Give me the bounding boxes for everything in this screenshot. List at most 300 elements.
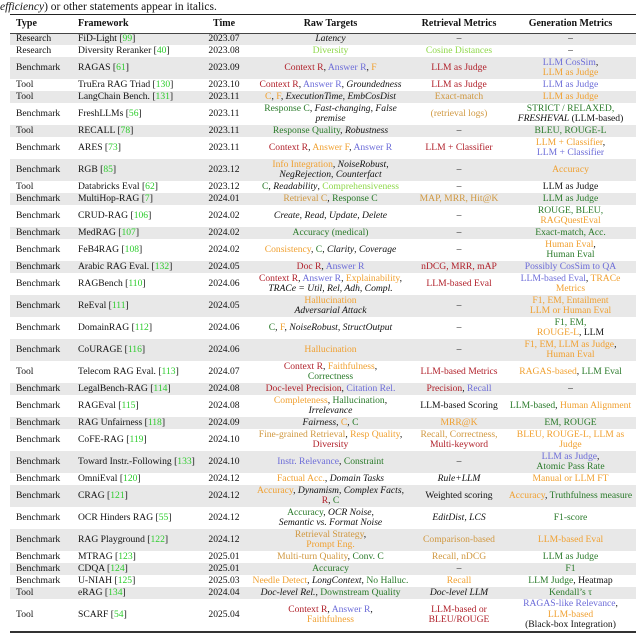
metric-term: (Black-box Integration) [525,619,616,631]
cell-line [250,384,411,395]
citation-link[interactable]: 110 [128,277,143,289]
metric-term: Conv. C [352,550,384,562]
citation-link[interactable]: 108 [124,243,140,255]
metric-term: F1, EM, [554,316,587,328]
metric-term: C [265,90,272,102]
metric-term: , [555,399,560,411]
citation-link[interactable]: 40 [156,44,167,56]
metric-term: Response Quality [272,124,341,136]
cell-line [507,148,634,159]
cell-line [250,262,411,273]
cell-type: Benchmark [16,455,61,467]
cell-type: Benchmark [16,209,61,221]
metric-term: Answer R [302,78,342,90]
metric-term: Doc-level Rel. [260,586,316,598]
cell-raw-targets [248,451,413,473]
cell-line [507,250,634,261]
metric-term: LLM-based Eval [537,533,604,545]
framework-name: RAG Playground [78,533,145,545]
metric-term: Correctness [307,371,354,383]
citation-link[interactable]: 113 [161,365,176,377]
citation-link[interactable]: 120 [123,472,138,484]
cell-retrieval-metrics [413,57,505,79]
citation-link[interactable]: 73 [108,141,118,153]
metric-term: C [268,321,276,333]
metric-term: , LLM [579,327,605,339]
cell-line [415,126,503,137]
table-row [10,45,636,57]
cell-line [415,165,503,176]
cell-line [415,552,503,563]
cell-retrieval-metrics [413,159,505,181]
metric-term: Resp Quality [350,428,400,440]
cell-time: 2023.11 [208,90,240,102]
metric-term: Atomic Pass Rate [536,461,605,473]
cell-line [507,34,634,45]
cell-time: 2024.12 [208,472,240,484]
cell-framework: RAGAS [61] [78,61,129,73]
metric-term: Retrieval Strategy [294,528,364,540]
cell-generation-metrics [505,317,636,339]
metric-term: LLM or Human Eval [529,305,612,317]
metric-term: – [568,44,573,56]
cell-time: 2024.12 [208,533,240,545]
citation-link[interactable]: 131 [155,90,170,102]
cell-raw-targets [248,125,413,137]
cell-time: 2023.08 [208,44,240,56]
metric-term: F1-score [553,511,588,523]
header-time: Time [212,18,236,29]
cell-generation-metrics [505,239,636,261]
citation-link[interactable]: 111 [111,299,126,311]
table-row [10,227,636,239]
cell-line [415,46,503,57]
cell-raw-targets [248,239,413,261]
metric-term: C [332,495,340,507]
cell-type: Tool [16,90,34,102]
metric-term: R [321,495,329,507]
cell-framework: MTRAG [123] [78,550,136,562]
metric-term: Doc-level LLM [429,586,489,598]
cell-line [507,350,634,361]
metric-term: , [338,484,344,496]
cell-raw-targets [248,429,413,451]
citation-link[interactable]: 78 [120,124,131,136]
framework-name: CRAG [78,489,105,501]
cell-raw-targets [248,91,413,103]
cell-generation-metrics [505,205,636,227]
cell-framework: TruEra RAG Triad [130] [78,78,174,90]
cell-line [250,588,411,599]
metric-term: Response C [332,192,378,204]
citation-link[interactable]: 55 [158,511,169,523]
cell-generation-metrics [505,599,636,632]
cell-raw-targets [248,273,413,295]
cell-framework: Databricks Eval [62] [78,180,158,192]
cell-generation-metrics [505,295,636,317]
cell-retrieval-metrics [413,485,505,507]
cell-retrieval-metrics [413,563,505,575]
metric-term: LLM Judge [528,574,574,586]
cell-framework: LangChain Bench. [131] [78,90,174,102]
cell-type: Tool [16,586,34,598]
citation-link[interactable]: 99 [122,33,133,45]
metric-term: Accuracy [312,562,349,574]
metric-term: , [615,598,618,610]
metric-term: , [328,495,333,507]
table-row [10,395,636,417]
cell-line [250,540,411,551]
cell-generation-metrics [505,33,636,45]
cell-line [250,170,411,181]
cell-line [507,68,634,79]
metric-term: (retrieval logs) [430,107,488,119]
metric-term: Exact-match [434,90,484,102]
cell-raw-targets [248,79,413,91]
citation-link[interactable]: 115 [121,399,136,411]
metric-term: Recall, Correctness, [420,428,498,440]
caption-italic-prefix: efficiency [0,1,45,13]
metric-term: Truthfulness measure [549,489,633,501]
table-row [10,103,636,125]
cell-line [507,384,634,395]
cell-line [415,211,503,222]
metric-term: , [345,428,351,440]
metric-term: LLM + Classifier [425,141,493,153]
metric-term: Weighted scoring [425,489,493,501]
table-row [10,79,636,91]
metric-term: Coverage [358,243,397,255]
metric-term: LLM-based Scoring [420,399,498,411]
citation-link[interactable]: 134 [108,586,123,598]
metric-term: Fine-grained Retrieval [258,428,346,440]
metric-term: MAP, MRR, Hit@K [419,192,499,204]
metric-term: , [323,360,328,372]
metric-term: Hallucination [332,394,385,406]
cell-line [250,211,411,222]
metric-term: Factual Acc. [276,472,325,484]
metric-term: – [456,226,462,238]
cell-time: 2024.10 [208,433,240,445]
metric-term: C [352,416,359,428]
cell-line [507,216,634,227]
cell-type: Benchmark [16,141,61,153]
cell-raw-targets [248,551,413,563]
metric-term: Human Eval [546,249,595,261]
cell-framework: CRAG [121] [78,489,128,501]
cell-generation-metrics [505,261,636,273]
table-row [10,205,636,227]
cell-time: 2024.06 [208,321,240,333]
citation-link[interactable]: 121 [110,489,125,501]
metric-term: Context R [283,360,324,372]
metric-term: Complex Facts [343,484,402,496]
metric-term: , [315,586,321,598]
framework-name: RGB [78,163,98,175]
cell-retrieval-metrics [413,239,505,261]
citation-link[interactable]: 132 [154,260,170,272]
metric-term: – [456,209,462,221]
cell-line [507,46,634,57]
metric-term: EM, ROUGE [544,416,597,428]
citation-link[interactable]: 107 [121,226,136,238]
table-row [10,239,636,261]
cell-retrieval-metrics [413,599,505,632]
cell-time: 2024.04 [208,586,240,598]
cell-time: 2024.12 [208,511,240,523]
citation-link[interactable]: 106 [133,209,149,221]
metric-term: , [363,528,367,540]
cell-retrieval-metrics [413,339,505,361]
metric-term: , [370,603,373,615]
cell-retrieval-metrics [413,261,505,273]
cell-raw-targets [248,361,413,383]
metric-term: , [331,169,336,181]
cell-generation-metrics [505,451,636,473]
metric-term: , [349,141,354,153]
metric-term: – [456,243,462,255]
cell-type: Benchmark [16,574,61,586]
metric-term: , [337,321,343,333]
cell-line [507,576,634,587]
metric-term: Diversity [312,44,349,56]
framework-name: ReEval [78,299,107,311]
cell-line [415,92,503,103]
cell-line [250,80,411,91]
metric-term: , [341,78,347,90]
framework-name: RECALL [78,124,115,136]
metric-term: Latency [315,33,346,45]
metric-term: , [317,180,323,192]
framework-name: RAG Unfairness [78,416,143,428]
cell-retrieval-metrics [413,125,505,137]
citation-link[interactable]: 56 [128,107,139,119]
cell-line [415,615,503,626]
citation-link[interactable]: 119 [129,433,144,445]
metric-term: Answer R [331,603,371,615]
citation-link[interactable]: 62 [145,180,155,192]
cell-type: Benchmark [16,416,61,428]
framework-name: FeB4RAG [78,243,120,255]
cell-framework: Toward Instr.-Following [133] [78,455,195,467]
cell-raw-targets [248,507,413,529]
cell-generation-metrics [505,91,636,103]
metric-term: , [310,243,316,255]
cell-type: Benchmark [16,343,61,355]
metric-term: F [276,90,281,102]
cell-time: 2023.11 [208,124,240,136]
cell-raw-targets [248,193,413,205]
cell-type: Benchmark [16,192,61,204]
metric-term: OCR Noise [328,506,372,518]
metric-term: Retrieval C [283,192,328,204]
metric-term: , [597,450,600,462]
citation-link[interactable]: 54 [114,608,124,620]
cell-framework: CDQA [124] [78,562,128,574]
citation-link[interactable]: 124 [110,562,125,574]
cell-line [507,328,634,339]
metric-term: Multi-keyword [429,439,489,451]
framework-name: U-NIAH [78,574,113,586]
metric-term: LLM-based [509,399,556,411]
header-type: Type [16,18,37,29]
metric-term: MRR@K [440,416,478,428]
metric-term: Context R [288,603,328,615]
cell-raw-targets [248,317,413,339]
framework-name: MTRAG [78,550,113,562]
cell-retrieval-metrics [413,91,505,103]
cell-raw-targets [248,599,413,632]
cell-time: 2024.08 [208,382,240,394]
metric-term: Downstream Quality [320,586,401,598]
metric-term: , [298,78,303,90]
cell-raw-targets [248,587,413,599]
cell-line [250,496,411,507]
metric-term: Consistency [264,243,311,255]
cell-time: 2024.12 [208,489,240,501]
metric-term: STRICT / RELAXED, [526,102,615,114]
cell-time: 2023.12 [208,180,240,192]
cell-raw-targets [248,205,413,227]
metric-term: Context R [268,141,309,153]
metric-term: Answer R [353,141,393,153]
table-row [10,551,636,563]
metric-term: , [399,428,403,440]
metric-term: Precision [426,382,463,394]
cell-line [415,384,503,395]
cell-line [507,165,634,176]
metric-term: , [280,90,286,102]
table-row [10,91,636,103]
cell-type: Benchmark [16,321,61,333]
metric-term: , [309,102,315,114]
metric-term: – [456,180,462,192]
metric-term: LLM as Judge [542,192,599,204]
metric-term: Instr. Relevance [277,455,340,467]
metric-term: EditDist, LCS [432,511,486,523]
metric-term: (LLM-based) [569,113,624,125]
cell-type: Benchmark [16,243,61,255]
cell-line [415,535,503,546]
cell-line [250,372,411,383]
cell-type: Benchmark [16,382,61,394]
cell-retrieval-metrics [413,587,505,599]
metric-term: , [614,338,617,350]
metric-term: – [568,33,573,45]
citation-link[interactable]: 123 [118,550,133,562]
cell-line [250,92,411,103]
cell-time: 2024.09 [208,416,240,428]
cell-framework: Telecom RAG Eval. [113] [78,365,179,377]
cell-line [507,564,634,575]
cell-line [250,345,411,356]
citation-link[interactable]: 118 [147,416,162,428]
metric-term: Accuracy [552,163,589,175]
cell-time: 2023.07 [208,33,240,45]
cell-line [507,306,634,317]
cell-line [507,367,634,378]
cell-line [507,126,634,137]
metric-term: Human Eval [546,349,595,361]
metric-term: False premise [315,102,397,125]
cell-retrieval-metrics [413,103,505,125]
citation-link[interactable]: 112 [134,321,149,333]
cell-line [250,576,411,587]
cell-line [415,418,503,429]
metric-term: ROUGE, BLEU, [537,204,604,216]
metric-term: , [602,136,606,148]
cell-line [250,440,411,451]
cell-raw-targets [248,181,413,193]
table-row [10,261,636,273]
cell-type: Benchmark [16,511,61,523]
metric-term: , [275,321,280,333]
cell-line [415,262,503,273]
cell-type: Benchmark [16,107,61,119]
table-header-row [10,15,636,34]
cell-generation-metrics [505,125,636,137]
citation-link[interactable]: 116 [127,343,142,355]
metric-term: , [361,574,367,586]
metric-term: LLM + Classifier [535,136,603,148]
metric-term: Accuracy [508,489,545,501]
citation-link[interactable]: 7 [144,192,150,204]
cell-retrieval-metrics [413,137,505,159]
cell-framework: OCR Hinders RAG [55] [78,511,172,523]
citation-link[interactable]: 61 [116,61,126,73]
citation-link[interactable]: 130 [155,78,171,90]
table-caption [0,0,640,14]
metric-term: Constraint [343,455,384,467]
cell-raw-targets [248,33,413,45]
cell-line [250,34,411,45]
cell-retrieval-metrics [413,551,505,563]
metric-term: – [456,163,462,175]
cell-line [415,182,503,193]
framework-name: eRAG [78,586,103,598]
citation-link[interactable]: 133 [177,455,192,467]
cell-raw-targets [248,57,413,79]
metric-term: Answer R [325,260,365,272]
metric-term: Info Integration [272,158,333,170]
cell-generation-metrics [505,181,636,193]
citation-link[interactable]: 122 [150,533,165,545]
cell-framework: SCARF [54] [78,608,127,620]
citation-link[interactable]: 85 [103,163,113,175]
cell-line [250,143,411,154]
citation-link[interactable]: 125 [117,574,133,586]
citation-link[interactable]: 114 [153,382,168,394]
metric-term: Semantic vs. Format Noise [278,517,383,529]
cell-line [250,194,411,205]
cell-generation-metrics [505,383,636,395]
cell-type: Tool [16,608,34,620]
cell-line [250,457,411,468]
cell-generation-metrics [505,79,636,91]
cell-framework: FreshLLMs [56] [78,107,142,119]
framework-name: CDQA [78,562,105,574]
cell-type: Benchmark [16,399,61,411]
cell-generation-metrics [505,575,636,587]
cell-framework: RAGBench [110] [78,277,146,289]
cell-generation-metrics [505,563,636,575]
metric-term: LLM CosSim [542,56,596,68]
table-row [10,273,636,295]
cell-framework: RECALL [78] [78,124,134,136]
cell-line [250,323,411,334]
header-generation-metrics: Generation Metrics [528,18,613,29]
cell-time: 2025.03 [208,574,240,586]
